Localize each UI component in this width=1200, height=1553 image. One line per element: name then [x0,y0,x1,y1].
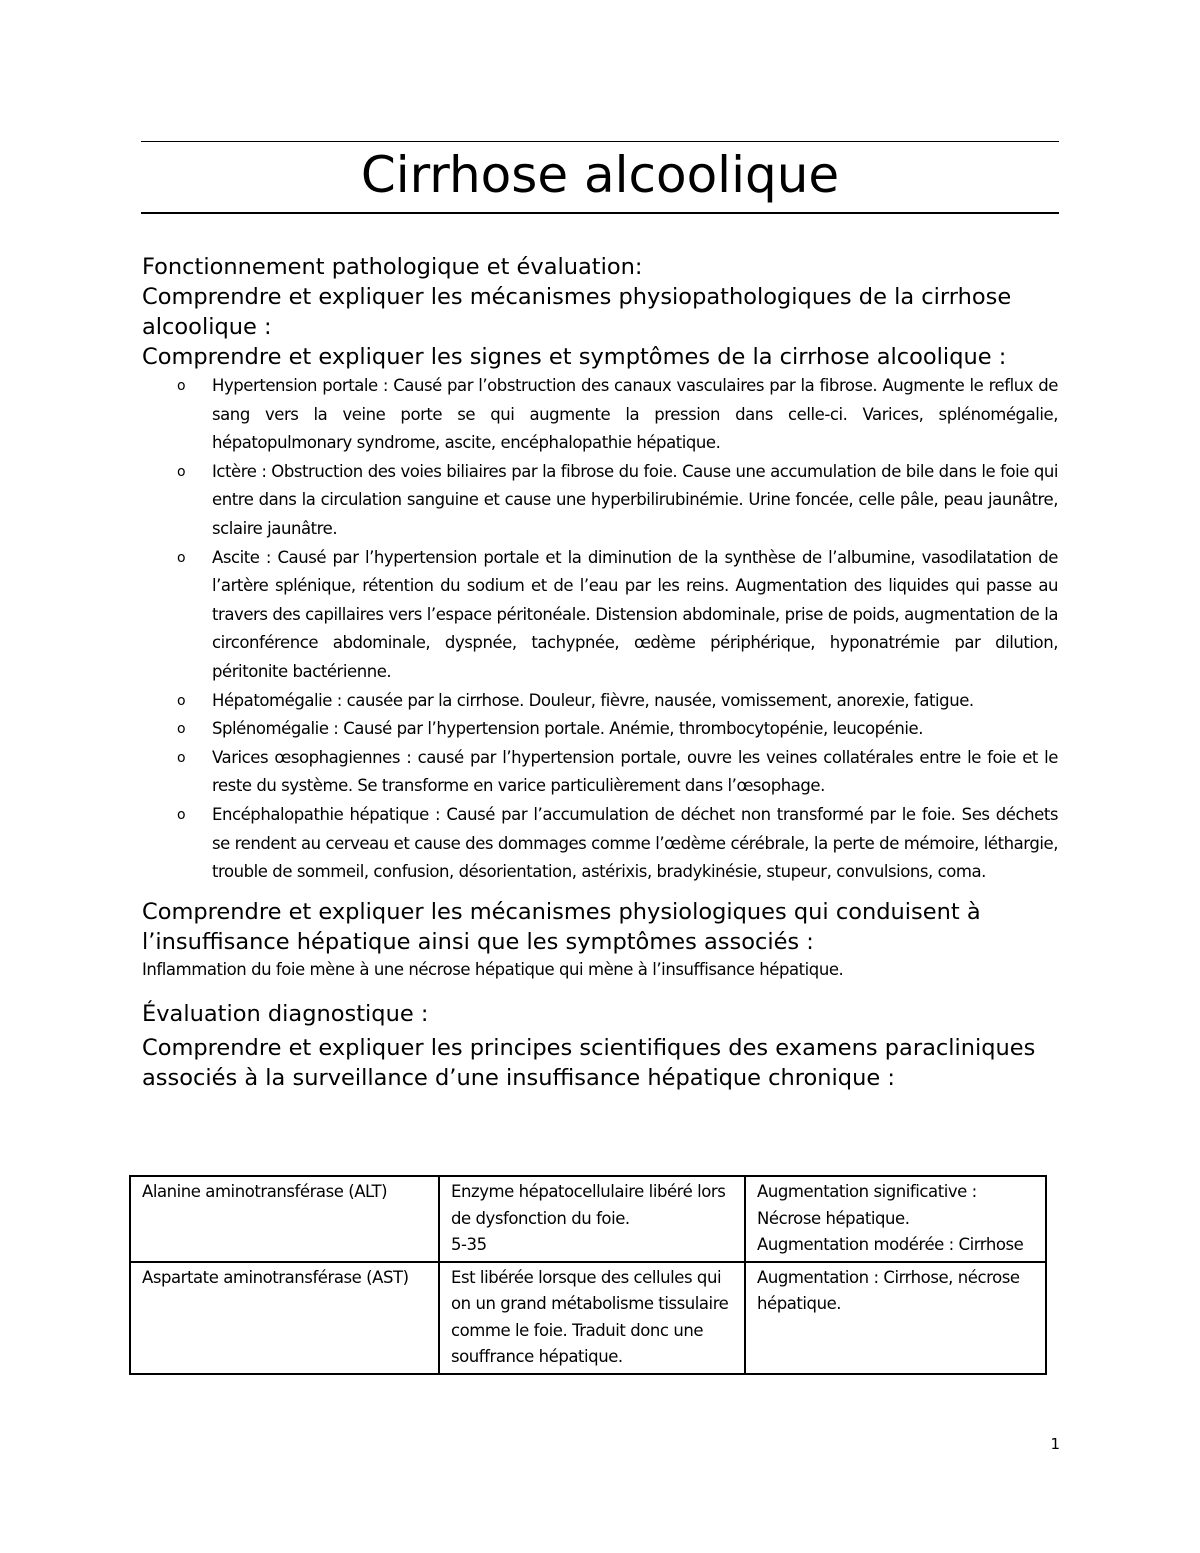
cell-line: Est libérée lorsque des cellules qui on un grand métabolisme tissulaire comme le foie. Traduit donc une souffrance hépatique. [451,1267,729,1366]
list-item-text: Ictère : Obstruction des voies biliaires par la fibrose du foie. Cause une accumulation de bile dans le foie qui entre dans la circulation sanguine et cause une hyperbilirubinémie. Urine foncée, celle pâle, peau jaunâtre, sclaire jaunâtre. [212,461,1058,538]
cell-line: 5-35 [451,1235,487,1254]
table-cell-description [439,1262,745,1374]
bullet-marker-icon: o [177,749,186,766]
section-heading-diagnostic: Évaluation diagnostique : [142,1000,429,1027]
list-item [142,372,1058,458]
symptom-list [142,372,1058,887]
bullet-marker-icon: o [177,378,186,394]
bullet-marker-icon: o [177,549,186,566]
table-cell-test: Alanine aminotransférase (ALT) [130,1176,439,1262]
list-item-text: Splénomégalie : Causé par l’hypertension portale. Anémie, thrombocytopénie, leucopénie. [212,719,924,739]
subheading-signs-symptoms: Comprendre et expliquer les signes et symptômes de la cirrhose alcoolique : [142,344,1007,370]
table-cell-test: Aspartate aminotransférase (AST) [130,1262,439,1374]
subheading-liver-failure: Comprendre et expliquer les mécanismes physiologiques qui conduisent à l’insuffisance hépatique ainsi que les symptômes associés : [142,898,981,955]
list-item [142,744,1058,801]
list-item [142,801,1058,887]
cell-line: Enzyme hépatocellulaire libéré lors de dysfonction du foie. [451,1182,726,1228]
bullet-marker-icon: o [177,721,186,738]
list-item-text: Varices œsophagiennes : causé par l’hypertension portale, ouvre les veines collatérales entre le foie et le reste du système. Se transforme en varice particulièrement dans l’œsophage. [212,747,1058,796]
subheading-paraclinical: Comprendre et expliquer les principes scientifiques des examens paracliniques associés à la surveillance d’une insuffisance hépatique chronique : [142,1034,1036,1091]
list-item [142,458,1058,544]
list-item-text: Ascite : Causé par l’hypertension portale et la diminution de la synthèse de l’albumine, vasodilatation de l’artère splénique, rétention du sodium et de l’eau par les reins. Augmentation des liquides qui passe au travers des capillaires vers l’espace péritonéale. Distension abdominale, prise de poids, augmentation de la circonférence abdominale, dyspnée, tachypnée, œdème périphérique, hyponatrémie par dilution, péritonite bactérienne. [212,547,1058,681]
list-item [142,687,1058,716]
bullet-marker-icon: o [177,806,186,823]
list-item-text: Encéphalopathie hépatique : Causé par l’accumulation de déchet non transformé par le foie. Ses déchets se rendent au cerveau et cause des dommages comme l’œdème cérébrale, la perte de mémoire, léthargie, trouble de sommeil, confusion, désorientation, astérixis, bradykinésie, stupeur, convulsions, coma. [212,804,1058,882]
title-block [141,141,1059,214]
page-number: 1 [1050,1435,1060,1453]
list-item-text: Hépatomégalie : causée par la cirrhose. Douleur, fièvre, nausée, vomissement, anorexie, fatigue. [212,690,974,710]
cell-line: Augmentation modérée : Cirrhose [757,1235,1024,1254]
lab-tests-table [129,1175,1047,1375]
table-cell-interpretation [745,1176,1046,1262]
subheading-mechanisms: Comprendre et expliquer les mécanismes physiopathologiques de la cirrhose alcoolique : [142,284,1012,340]
section-heading-pathology: Fonctionnement pathologique et évaluation: [142,254,643,280]
bullet-marker-icon: o [177,692,186,709]
bullet-marker-icon: o [177,463,186,480]
list-item [142,544,1058,687]
liver-failure-body: Inflammation du foie mène à une nécrose hépatique qui mène à l’insuffisance hépatique. [142,959,844,979]
document-title: Cirrhose alcoolique [360,146,840,204]
document-body [142,252,1058,1093]
cell-line: Augmentation : Cirrhose, nécrose hépatique. [757,1267,1020,1313]
table-row [130,1262,1046,1374]
table-cell-description [439,1176,745,1262]
cell-line: Augmentation significative : Nécrose hépatique. [757,1182,977,1228]
list-item [142,715,1058,744]
table-cell-interpretation [745,1262,1046,1374]
list-item-text: Hypertension portale : Causé par l’obstruction des canaux vasculaires par la fibrose. Augmente le reflux de sang vers la veine porte se qui augmente la pression dans celle-ci. Varices, splénomégalie, hépatopulmonary syndrome, ascite, encéphalopathie hépatique. [212,376,1058,453]
table-row [130,1176,1046,1262]
